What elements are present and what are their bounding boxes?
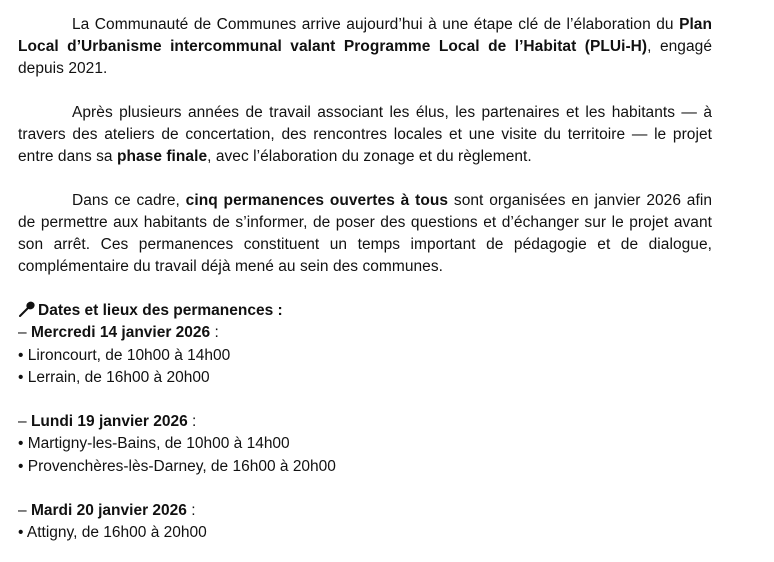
list-item	[18, 367, 712, 389]
bullet: •	[18, 457, 28, 475]
bullet: •	[18, 346, 28, 364]
day-label: Mardi 20 janvier 2026	[30, 502, 187, 520]
dash: –	[18, 502, 31, 520]
list-item	[18, 522, 712, 544]
colon: :	[187, 413, 197, 431]
intro-text-end: , engagé depuis 2021.	[18, 38, 712, 77]
day-label: Lundi 19 janvier 2026	[30, 413, 188, 431]
dash: –	[18, 324, 31, 342]
list-item-text: Martigny-les-Bains, de 10h00 à 14h00	[27, 435, 290, 453]
list-item	[18, 345, 712, 367]
intro-paragraph	[18, 14, 712, 80]
permanences-paragraph	[18, 190, 712, 278]
intro-text: La Communauté de Communes arrive aujourd’hui à une étape clé de l’élaboration du	[72, 16, 680, 33]
schedule-heading-line	[18, 300, 712, 322]
list-item-text: Provenchères-lès-Darney, de 16h00 à 20h00	[27, 457, 336, 475]
permanences-text: Dans ce cadre,	[72, 192, 186, 209]
permanences-emphasis: cinq permanences ouvertes à tous	[185, 192, 449, 209]
colon: :	[210, 324, 219, 342]
schedule-section	[18, 300, 712, 545]
spacer	[18, 389, 712, 411]
pushpin-icon	[18, 301, 36, 317]
day-header	[18, 500, 712, 522]
day-label: Mercredi 14 janvier 2026	[30, 324, 211, 342]
list-item-text: Lerrain, de 16h00 à 20h00	[27, 368, 210, 386]
document-body	[18, 14, 712, 545]
list-item	[18, 433, 712, 455]
context-text-end: , avec l’élaboration du zonage et du règlement.	[207, 148, 532, 165]
plui-h-title: Plan Local d’Urbanisme intercommunal valant Programme Local de l’Habitat (PLUi-H)	[18, 16, 712, 55]
bullet: •	[18, 524, 27, 542]
schedule-heading: Dates et lieux des permanences :	[38, 302, 283, 319]
list-item-text: Lironcourt, de 10h00 à 14h00	[27, 346, 231, 364]
context-paragraph	[18, 102, 712, 168]
colon: :	[186, 502, 196, 520]
dash: –	[18, 413, 31, 431]
spacer	[18, 478, 712, 500]
context-text: Après plusieurs années de travail associant les élus, les partenaires et les habitants — à travers des ateliers de concertation, des rencontres locales et une visite du territoire — le projet entre dans sa	[18, 104, 712, 165]
day-header	[18, 322, 712, 344]
permanences-text-end: sont organisées en janvier 2026 afin de permettre aux habitants de s’informer, de poser des questions et d’échanger sur le projet avant son arrêt. Ces permanences constituent un temps important de pédagogie et de dialogue, complémentaire du travail déjà mené au sein des communes.	[18, 192, 712, 275]
bullet: •	[18, 435, 28, 453]
bullet: •	[18, 368, 28, 386]
day-header	[18, 411, 712, 433]
list-item-text: Attigny, de 16h00 à 20h00	[26, 524, 207, 542]
phase-finale-emphasis: phase finale	[116, 148, 208, 165]
list-item	[18, 456, 712, 478]
